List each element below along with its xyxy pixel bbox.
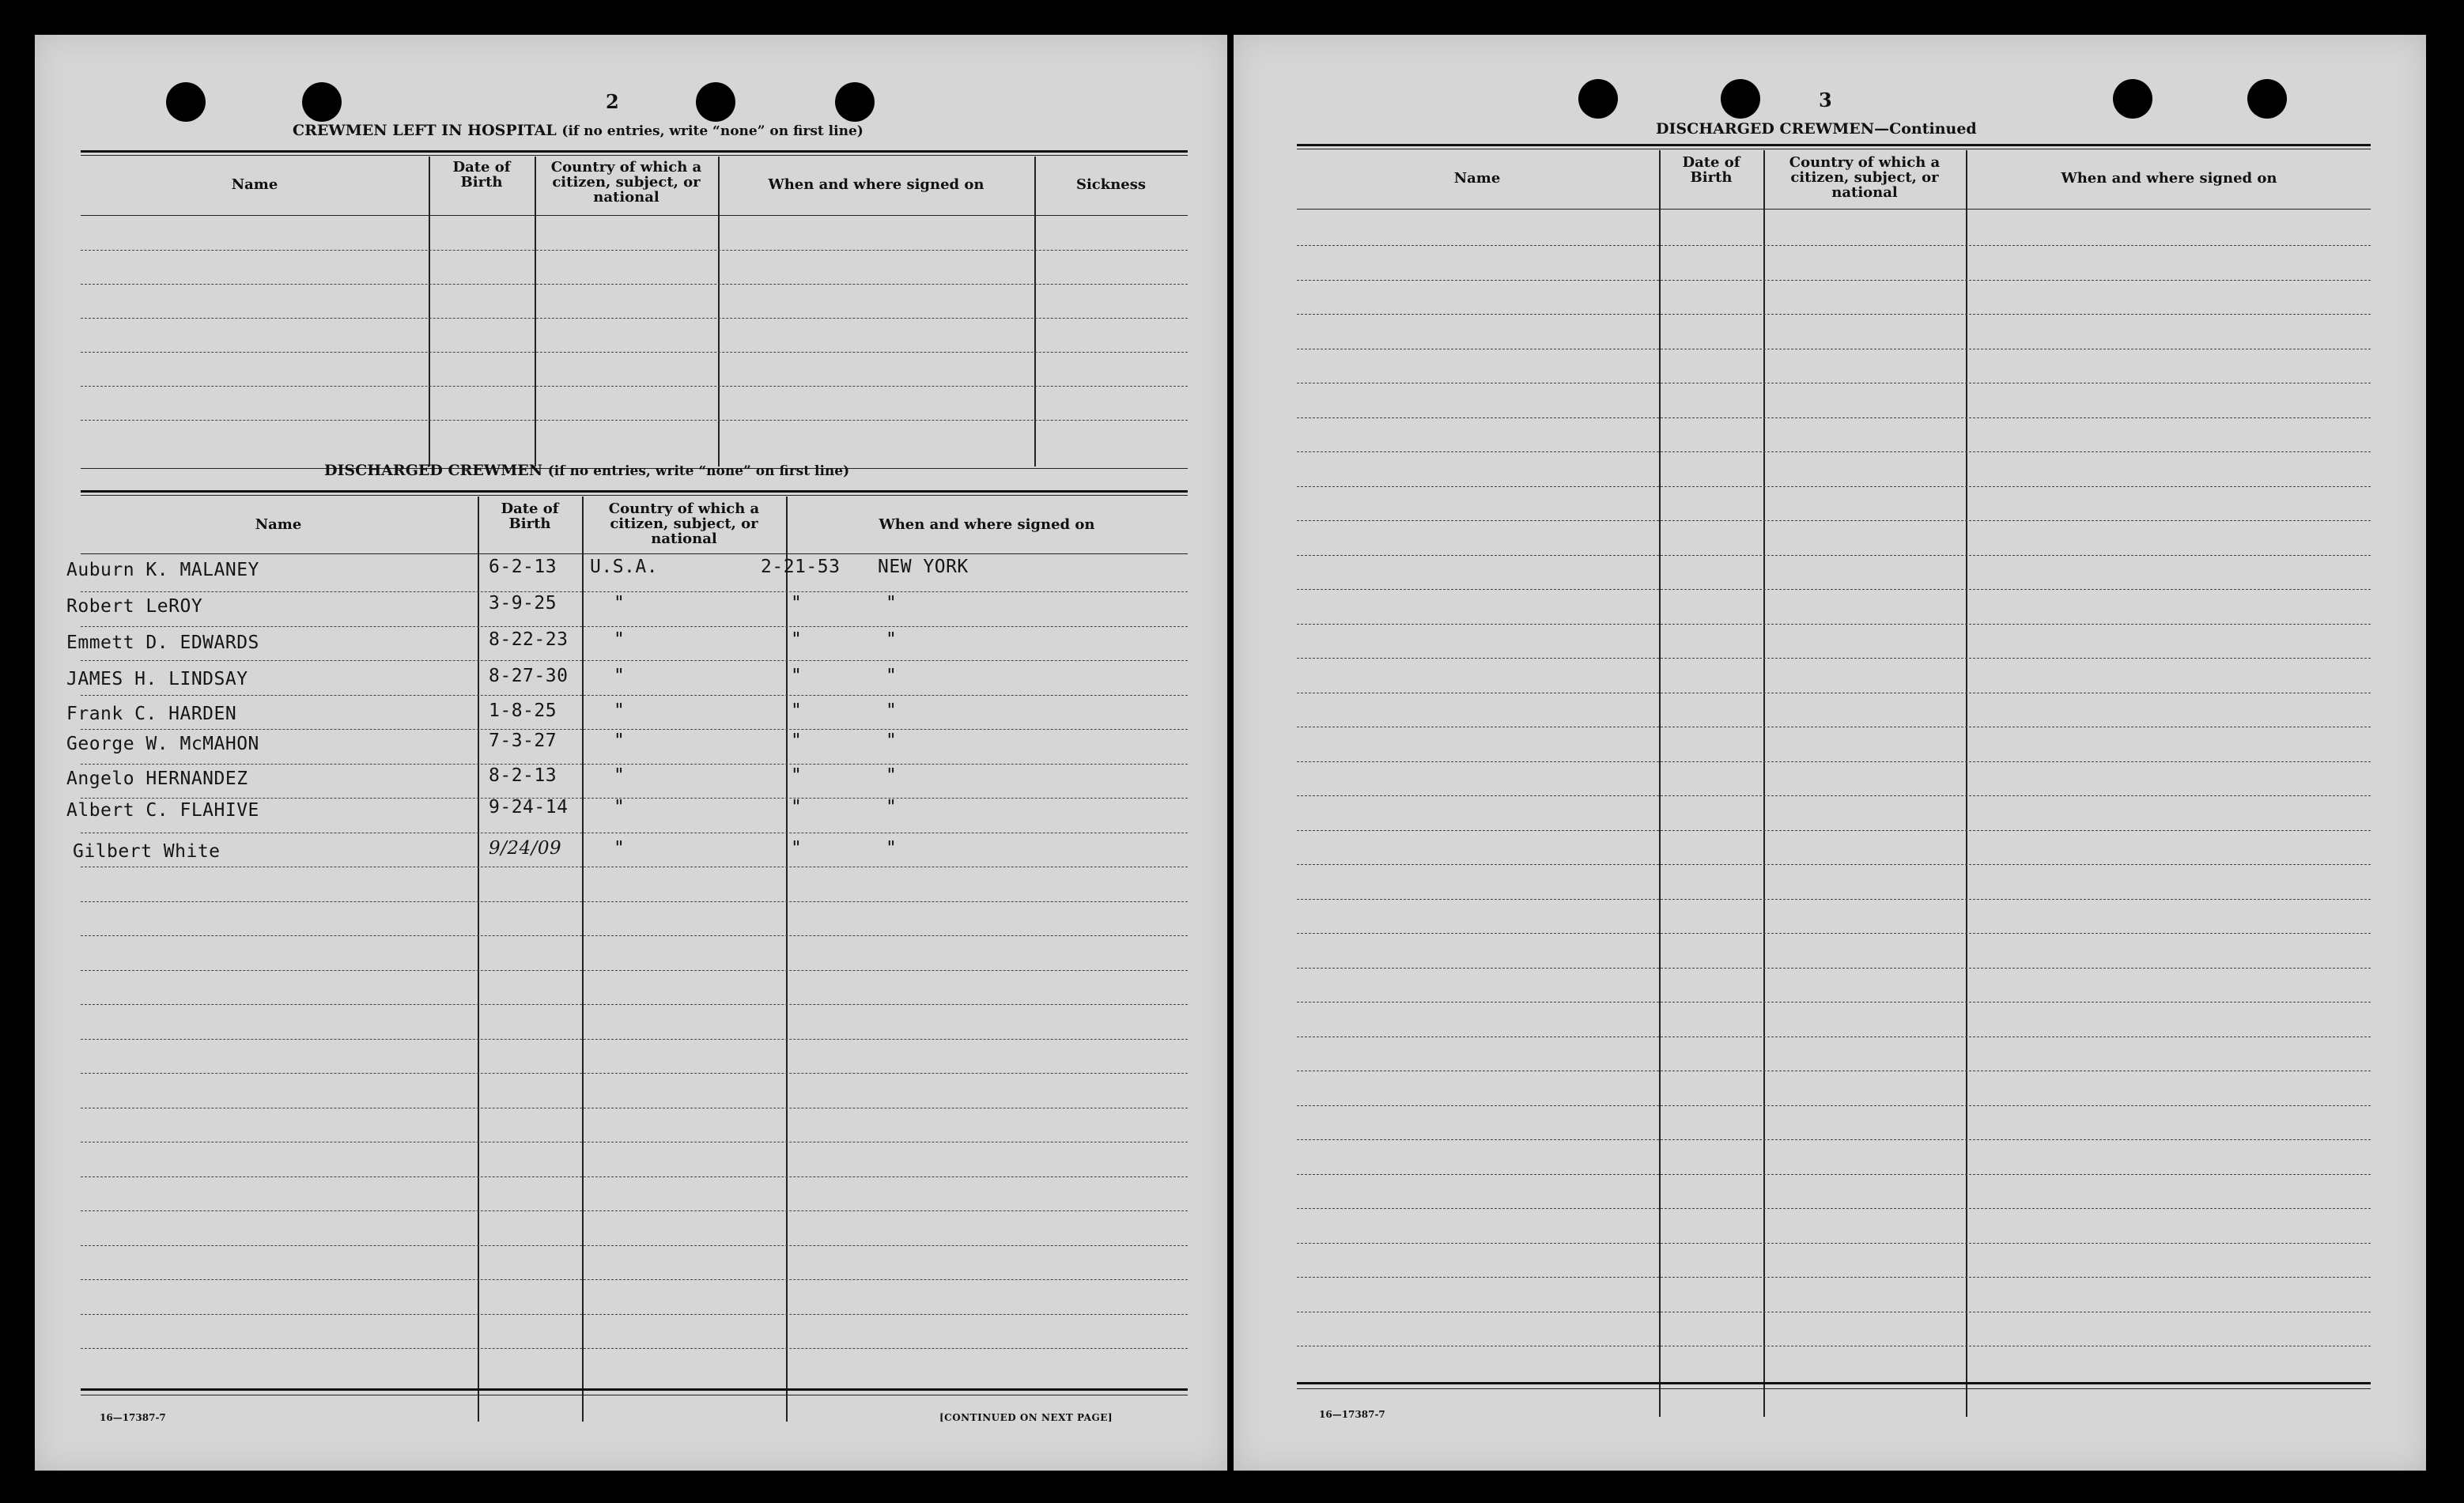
crewman-dob: 7-3-27 — [489, 731, 557, 751]
hospital-section-instruction: (if no entries, write “none” on first line) — [561, 123, 864, 139]
crewman-country: " — [614, 701, 625, 721]
hospital-header-signed-on: When and where signed on — [768, 176, 984, 193]
crewman-signed-place: NEW YORK — [878, 557, 969, 577]
crewman-name: Angelo HERNANDEZ — [66, 768, 248, 789]
crewman-dob: 6-2-13 — [489, 557, 557, 577]
punch-hole — [835, 82, 875, 122]
table-rule — [81, 215, 1188, 216]
hospital-header-country: Country of which a citizen, subject, or national — [550, 159, 702, 206]
ruled-line — [1297, 899, 2371, 900]
ruled-line — [81, 1039, 1188, 1040]
crewman-name: Albert C. FLAHIVE — [66, 800, 259, 821]
discharged-section-title: DISCHARGED CREWMEN (if no entries, write “none” on first line) — [324, 462, 850, 479]
crewman-name: Gilbert White — [73, 841, 221, 862]
crewman-name: George W. McMAHON — [66, 734, 259, 754]
ruled-line — [81, 1004, 1188, 1005]
crewman-signed-date: " — [791, 838, 803, 859]
crewman-country: " — [614, 838, 625, 859]
crewman-country: " — [614, 666, 625, 686]
crewman-dob: 8-27-30 — [489, 666, 569, 686]
punch-hole — [696, 82, 735, 122]
crewman-name: Auburn K. MALANEY — [66, 560, 259, 580]
ruled-line — [81, 1279, 1188, 1280]
ruled-line — [1297, 624, 2371, 625]
crewman-dob: 8-22-23 — [489, 629, 569, 650]
punch-hole — [2113, 79, 2152, 119]
table-rule — [81, 150, 1188, 153]
crewman-country: " — [614, 797, 625, 818]
right-section-title: DISCHARGED CREWMEN—Continued — [1656, 120, 1977, 138]
discharged-header-country: Country of which a citizen, subject, or national — [608, 500, 760, 547]
ruled-line — [1297, 658, 2371, 659]
crewman-signed-date: " — [791, 629, 803, 650]
ruled-line — [1297, 968, 2371, 969]
punch-hole — [302, 82, 342, 122]
table-rule — [81, 1388, 1188, 1391]
ruled-line — [81, 901, 1188, 902]
crewman-name: Frank C. HARDEN — [66, 704, 237, 724]
ruled-line — [81, 250, 1188, 251]
crewman-name: Emmett D. EDWARDS — [66, 633, 259, 653]
discharged-section-instruction: (if no entries, write “none” on first line) — [547, 463, 850, 479]
ruled-line — [81, 764, 1188, 765]
right-page — [1234, 35, 2426, 1471]
ruled-line — [81, 660, 1188, 661]
ruled-line — [81, 729, 1188, 730]
right-header-country: Country of which a citizen, subject, or national — [1789, 154, 1941, 201]
hospital-header-dob: Date of Birth — [452, 159, 511, 191]
ruled-line — [1297, 555, 2371, 556]
crewman-dob: 9-24-14 — [489, 797, 569, 818]
punch-hole — [1721, 79, 1760, 119]
form-code: 16—17387-7 — [1319, 1409, 1385, 1420]
crewman-country: " — [614, 629, 625, 650]
crewman-signed-place: " — [886, 797, 898, 818]
column-divider — [1659, 150, 1661, 1417]
discharged-header-signed-on: When and where signed on — [879, 516, 1095, 533]
right-header-name: Name — [1453, 170, 1501, 187]
ruled-line — [81, 970, 1188, 971]
table-rule — [81, 490, 1188, 493]
hospital-header-sickness: Sickness — [1075, 176, 1147, 193]
ruled-line — [81, 1073, 1188, 1074]
ruled-line — [1297, 280, 2371, 281]
ruled-line — [81, 1210, 1188, 1211]
ruled-line — [1297, 864, 2371, 865]
crewman-signed-place: " — [886, 731, 898, 751]
continued-note: [CONTINUED ON NEXT PAGE] — [939, 1412, 1113, 1423]
hospital-header-name: Name — [231, 176, 278, 193]
page-number: 2 — [606, 90, 619, 113]
hospital-section-title: CREWMEN LEFT IN HOSPITAL (if no entries, write “none” on first line) — [293, 122, 864, 139]
crewman-signed-date: " — [791, 701, 803, 721]
table-rule — [1297, 1382, 2371, 1384]
table-rule — [1297, 144, 2371, 146]
crewman-dob: 9/24/09 — [489, 838, 562, 859]
ruled-line — [81, 626, 1188, 627]
crewman-country: U.S.A. — [590, 557, 659, 577]
right-header-dob: Date of Birth — [1682, 154, 1740, 186]
ruled-line — [1297, 520, 2371, 521]
crewman-signed-place: " — [886, 765, 898, 786]
discharged-header-dob: Date of Birth — [501, 500, 559, 532]
ruled-line — [81, 1314, 1188, 1315]
punch-hole — [2247, 79, 2287, 119]
table-rule — [1297, 209, 2371, 210]
crewman-signed-place: " — [886, 838, 898, 859]
table-rule — [81, 495, 1188, 496]
crewman-signed-date: " — [791, 593, 803, 614]
crewman-signed-date: " — [791, 731, 803, 751]
ruled-line — [81, 386, 1188, 387]
right-header-signed-on: When and where signed on — [2061, 170, 2277, 187]
crewman-name: Robert LeROY — [66, 596, 203, 617]
discharged-header-name: Name — [255, 516, 302, 533]
ruled-line — [81, 1245, 1188, 1246]
crewman-signed-place: " — [886, 629, 898, 650]
ruled-line — [81, 695, 1188, 696]
crewman-signed-date: " — [791, 797, 803, 818]
ruled-line — [81, 935, 1188, 936]
table-rule — [81, 155, 1188, 156]
ruled-line — [81, 420, 1188, 421]
column-divider — [786, 497, 788, 1422]
ruled-line — [81, 798, 1188, 799]
crewman-country: " — [614, 765, 625, 786]
ruled-line — [1297, 830, 2371, 831]
ruled-line — [1297, 245, 2371, 246]
ruled-line — [1297, 1243, 2371, 1244]
ruled-line — [81, 591, 1188, 592]
ruled-line — [81, 1348, 1188, 1349]
crewman-signed-date: " — [791, 666, 803, 686]
ruled-line — [1297, 1174, 2371, 1175]
page-number: 3 — [1819, 89, 1832, 111]
crewman-name: JAMES H. LINDSAY — [66, 669, 248, 689]
ruled-line — [1297, 314, 2371, 315]
ruled-line — [81, 318, 1188, 319]
ruled-line — [1297, 933, 2371, 934]
crewman-dob: 8-2-13 — [489, 765, 557, 786]
crewman-signed-date: 2-21-53 — [761, 557, 841, 577]
ruled-line — [1297, 486, 2371, 487]
ruled-line — [1297, 589, 2371, 590]
column-divider — [582, 497, 584, 1422]
ruled-line — [81, 352, 1188, 353]
crewman-signed-date: " — [791, 765, 803, 786]
ruled-line — [81, 284, 1188, 285]
left-page — [35, 35, 1227, 1471]
table-rule — [81, 553, 1188, 554]
crewman-country: " — [614, 593, 625, 614]
ruled-line — [1297, 451, 2371, 452]
crewman-country: " — [614, 731, 625, 751]
ruled-line — [1297, 1277, 2371, 1278]
ruled-line — [1297, 1139, 2371, 1140]
form-code: 16—17387-7 — [100, 1412, 166, 1423]
punch-hole — [1578, 79, 1618, 119]
ruled-line — [1297, 1105, 2371, 1106]
column-divider — [1763, 150, 1765, 1417]
crewman-signed-place: " — [886, 701, 898, 721]
column-divider — [478, 497, 479, 1422]
ruled-line — [1297, 795, 2371, 796]
table-rule — [1297, 1388, 2371, 1389]
ruled-line — [1297, 417, 2371, 418]
ruled-line — [1297, 1002, 2371, 1003]
ruled-line — [1297, 761, 2371, 762]
crewman-signed-place: " — [886, 593, 898, 614]
ruled-line — [1297, 1208, 2371, 1209]
ruled-line — [81, 1176, 1188, 1177]
crewman-signed-place: " — [886, 666, 898, 686]
punch-hole — [166, 82, 206, 122]
crewman-dob: 3-9-25 — [489, 593, 557, 614]
crewman-dob: 1-8-25 — [489, 701, 557, 721]
column-divider — [1966, 150, 1967, 1417]
